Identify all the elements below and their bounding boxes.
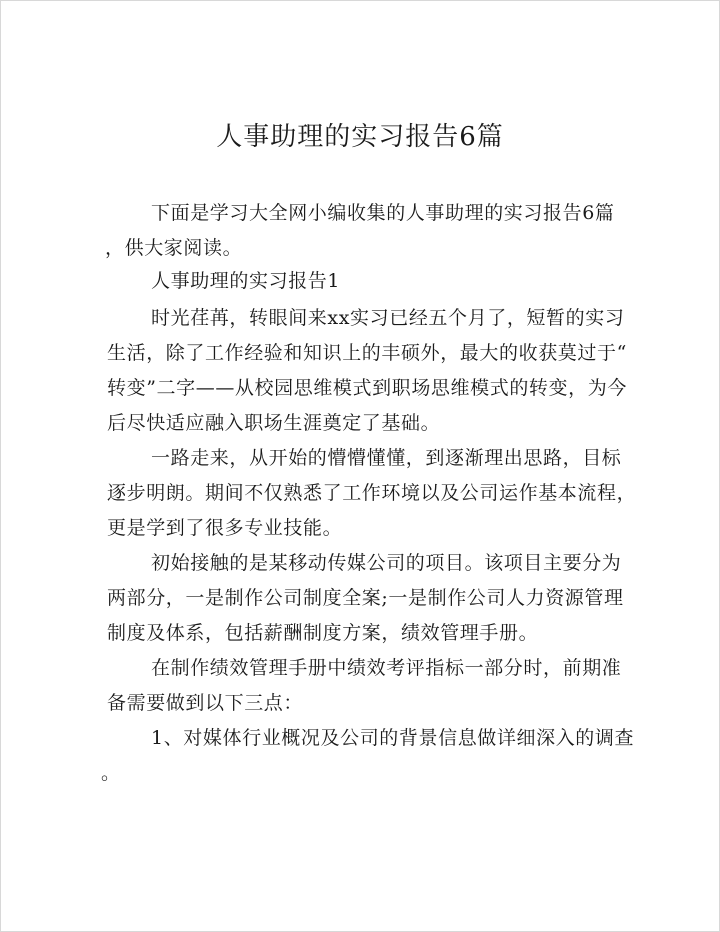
paragraph-line: 一路走来，从开始的懵懵懂懂，到逐渐理出思路，目标 (151, 447, 622, 469)
section-heading: 人事助理的实习报告1 (151, 270, 341, 292)
paragraph-line: 更是学到了很多专业技能。 (107, 517, 343, 539)
paragraph-line: 后尽快适应融入职场生涯奠定了基础。 (107, 412, 441, 434)
paragraph-line: 初始接触的是某移动传媒公司的项目。该项目主要分为 (151, 552, 622, 574)
paragraph-line: 1、对媒体行业概况及公司的背景信息做详细深入的调查 (151, 727, 635, 749)
paragraph-line: 转变”二字——从校园思维模式到职场思维模式的转变，为今 (107, 377, 627, 399)
paragraph-line: 两部分，一是制作公司制度全案;一是制作公司人力资源管理 (107, 587, 624, 609)
paragraph-line: 下面是学习大全网小编收集的人事助理的实习报告6篇 (151, 202, 615, 224)
paragraph-line: ，供大家阅读。 (105, 237, 243, 259)
paragraph-line: 制度及体系，包括薪酬制度方案，绩效管理手册。 (107, 622, 539, 644)
paragraph-line: 。 (101, 762, 121, 784)
paragraph-line: 时光荏苒，转眼间来xx实习已经五个月了，短暂的实习 (151, 307, 625, 329)
paragraph-line: 在制作绩效管理手册中绩效考评指标一部分时，前期准 (151, 657, 622, 679)
page-title: 人事助理的实习报告6篇 (216, 122, 504, 152)
paragraph-line: 备需要做到以下三点： (107, 692, 304, 714)
paragraph-line: 逐步明朗。期间不仅熟悉了工作环境以及公司运作基本流程， (107, 482, 637, 504)
paragraph-line: 生活，除了工作经验和知识上的丰硕外，最大的收获莫过于“ (107, 342, 627, 364)
